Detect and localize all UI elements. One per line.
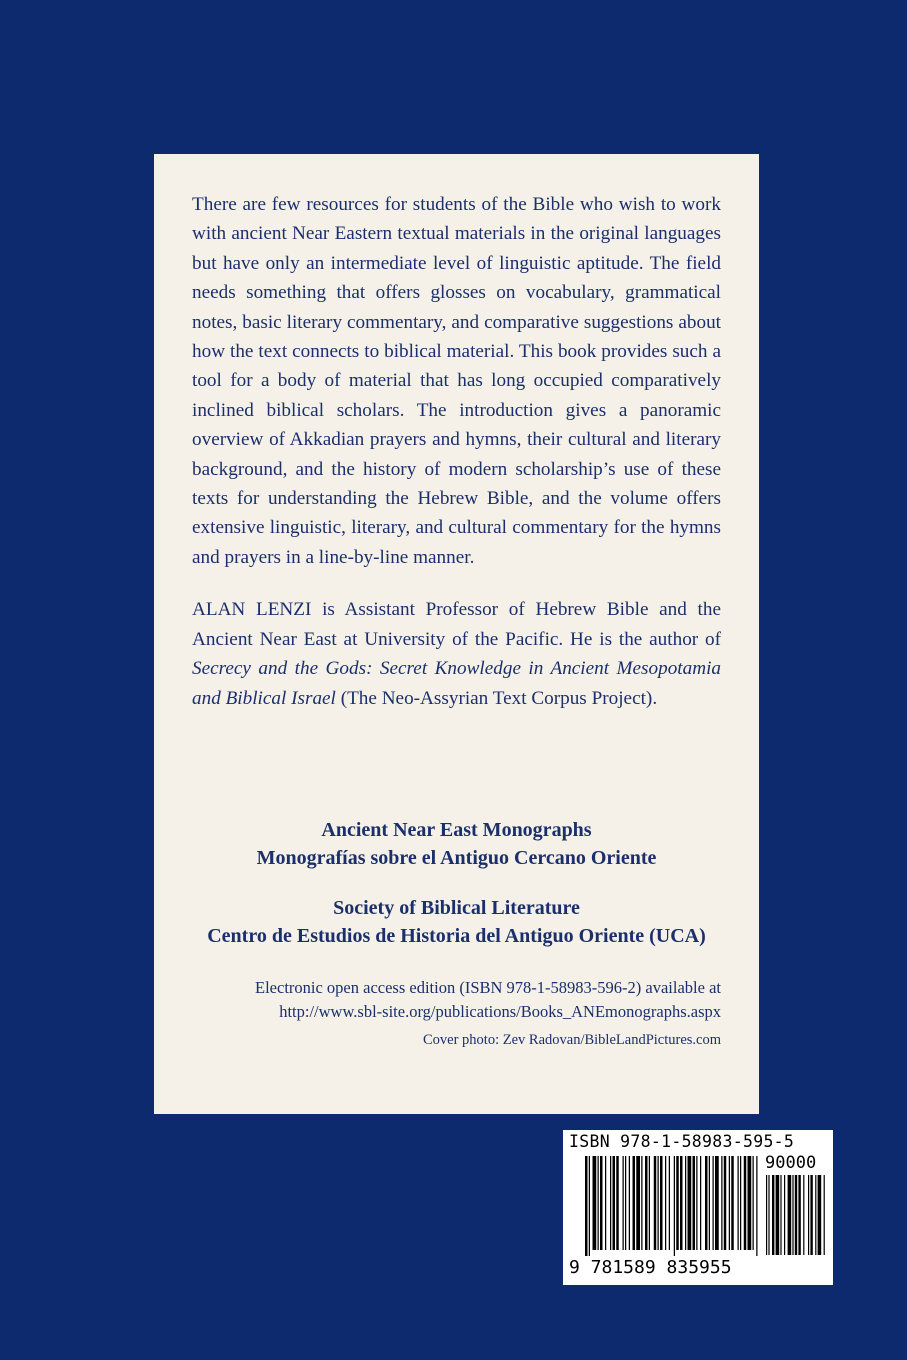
book-description: There are few resources for students of the Bible who wish to work with ancient Near Eastern textual materials in the original languages but have only an intermediate level of linguistic aptitude. The field needs something that offers glosses on vocabulary, grammatical notes, basic literary commentary, and comparative suggestions about how the text connects to biblical material. This book provides such a tool for a body of material that has long occupied comparatively inclined biblical scholars. The introduction gives a panoramic overview of Akkadian prayers and hymns, their cultural and literary background, and the history of modern scholarship’s use of these texts for understanding the Hebrew Bible, and the volume offers extensive linguistic, literary, and cultural commentary for the hymns and prayers in a line-by-line manner. [192,194,721,568]
barcode-bar [721,1156,722,1250]
barcode-bar [715,1156,719,1250]
open-access-url: http://www.sbl-site.org/publications/Books_ANEmonographs.aspx [279,1001,721,1021]
open-access-note [192,976,721,1024]
barcode-bar [696,1156,697,1250]
isbn-label: ISBN 978-1-58983-595-5 [569,1132,795,1151]
series-title-english: Ancient Near East Monographs [321,818,592,841]
barcode-bar [674,1156,675,1256]
barcode-bar [605,1156,606,1250]
barcode-bar [772,1175,774,1255]
barcode-bar [824,1175,825,1255]
barcode-bar [738,1156,739,1250]
barcode-bar [724,1156,727,1250]
barcode-bar [713,1156,714,1250]
barcode-bar [688,1156,692,1250]
barcode-bar [641,1156,642,1250]
barcode-bar [665,1156,666,1250]
barcode-bar [740,1156,741,1250]
isbn-barcode [563,1130,833,1285]
barcode-bar [610,1156,611,1250]
barcode-bar [705,1156,708,1250]
barcode-bar [625,1156,626,1250]
series-block [192,816,721,872]
publisher-block [192,894,721,950]
author-previous-book-title: Secrecy and the Gods: Secret Knowledge in Ancient Mesopotamia and Biblical Israel [192,658,721,709]
barcode-bar [748,1156,752,1250]
barcode-bar [753,1156,754,1250]
barcode-bar [768,1175,769,1255]
barcode-bar [780,1175,781,1255]
barcode-bar [815,1175,816,1255]
barcode-bar [788,1175,792,1255]
barcode-bar [676,1156,679,1250]
barcode-bar [798,1175,800,1255]
barcode-bar [810,1175,812,1255]
barcode-bar [645,1156,648,1250]
barcode-bar [593,1156,597,1250]
barcode-bar [803,1175,804,1255]
cover-photo-credit: Cover photo: Zev Radovan/BibleLandPictures.com [423,1031,721,1048]
barcode-bar [693,1156,696,1250]
barcode-bar [744,1156,747,1250]
barcode-bar [808,1175,809,1255]
author-bio [192,595,721,713]
barcode-bar [784,1175,785,1255]
barcode-bar [629,1156,630,1250]
barcode-bar [709,1156,710,1250]
barcode-bar [613,1156,616,1250]
barcode-bar [818,1175,822,1255]
barcode-digits: 9 781589 835955 [569,1257,732,1278]
barcode-bar [654,1156,657,1250]
barcode-bar [616,1156,619,1250]
barcode-bar [669,1156,670,1250]
barcode-bar [680,1156,683,1250]
barcode-bar [795,1175,797,1255]
open-access-line1: Electronic open access edition (ISBN 978-1-58983-596-2) available at [255,977,721,997]
barcode-bar [585,1156,588,1256]
barcode-bar [776,1175,780,1255]
author-bio-text: ALAN LENZI is Assistant Professor of Hebrew Bible and the Ancient Near East at University of the Pacific. He is the author of [192,599,721,650]
barcode-bar [658,1156,659,1250]
barcode-bar [636,1156,640,1250]
barcode-bar [731,1156,734,1250]
barcode-bar [633,1156,636,1250]
barcode-bar [700,1156,701,1250]
barcode-bar [756,1156,757,1256]
author-bio-suffix: (The Neo-Assyrian Text Corpus Project). [335,687,658,709]
publisher-english: Society of Biblical Literature [333,896,580,919]
series-title-spanish: Monografías sobre el Antiguo Cercano Oriente [256,846,657,869]
barcode-bar [685,1156,686,1250]
barcode-bar [729,1156,730,1250]
barcode-bar [660,1156,663,1250]
publisher-spanish: Centro de Estudios de Historia del Antiguo Oriente (UCA) [207,924,706,947]
barcode-bar [766,1175,767,1255]
barcode-bar [598,1156,599,1250]
back-cover-panel [154,154,759,1114]
barcode-addon-digits: 90000 [765,1153,817,1173]
barcode-bar [623,1156,624,1250]
barcode-bar [792,1175,793,1255]
barcode-bar [589,1156,590,1256]
barcode-bar [649,1156,650,1250]
barcode-bar [600,1156,603,1250]
